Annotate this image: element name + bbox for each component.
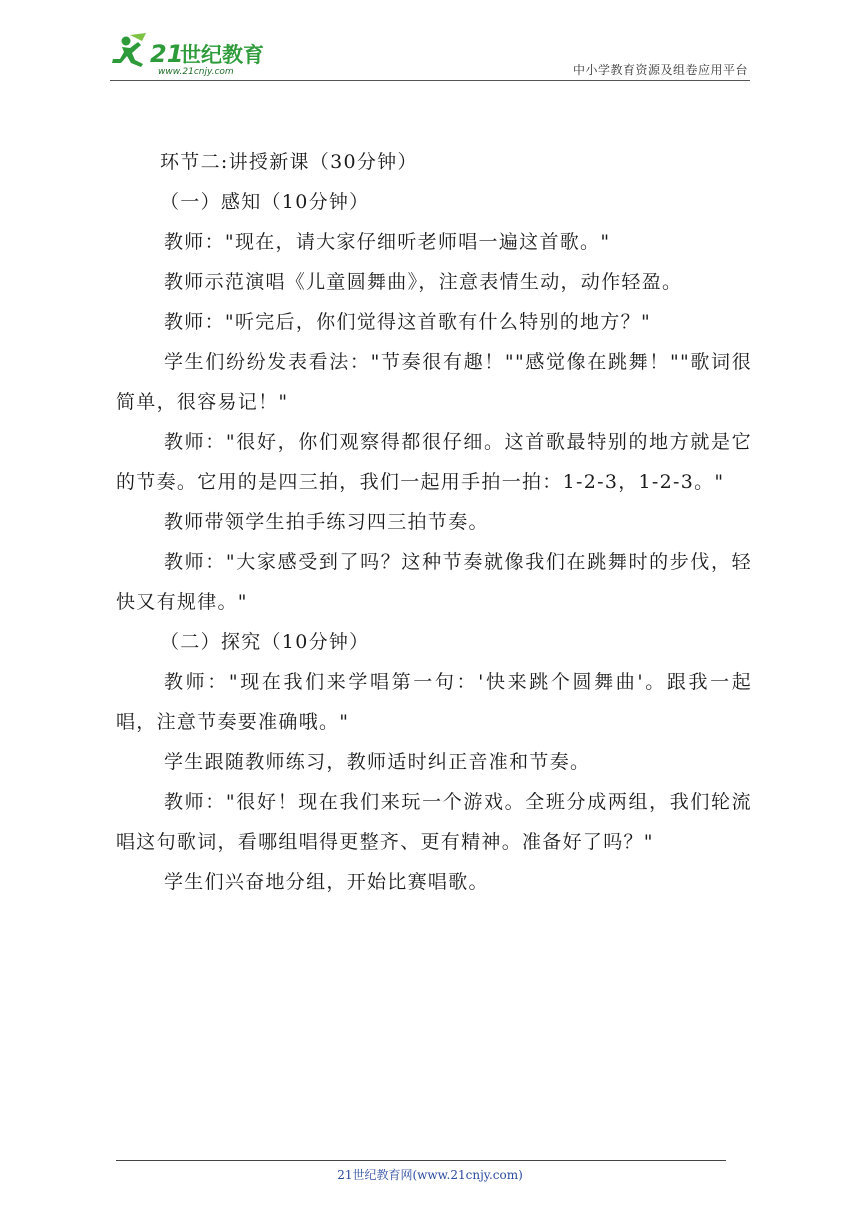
site-logo (108, 32, 278, 78)
section-heading: 环节二:讲授新课（30分钟） (160, 151, 418, 173)
paragraph: 教师："很好！现在我们来玩一个游戏。全班分成两组，我们轮流唱这句歌词，看哪组唱得更整齐、更有精神。准备好了吗？" (116, 791, 752, 853)
svg-text:世纪教育: 世纪教育 (180, 43, 264, 67)
footer-link[interactable]: 21世纪教育网(www.21cnjy.com) (337, 1168, 523, 1182)
header-platform-text: 中小学教育资源及组卷应用平台 (572, 63, 748, 77)
document-body (116, 142, 752, 902)
runner-logo-icon (108, 32, 278, 78)
paragraph: 教师："很好，你们观察得都很仔细。这首歌最特别的地方就是它的节奏。它用的是四三拍，我们一起用手拍一拍：1-2-3，1-2-3。" (116, 431, 752, 493)
paragraph: 教师："现在，请大家仔细听老师唱一遍这首歌。" (164, 231, 611, 253)
paragraph: 教师："现在我们来学唱第一句：'快来跳个圆舞曲'。跟我一起唱，注意节奏要准确哦。" (116, 671, 752, 733)
paragraph: 教师示范演唱《儿童圆舞曲》，注意表情生动，动作轻盈。 (164, 271, 683, 293)
paragraph: 学生们兴奋地分组，开始比赛唱歌。 (164, 871, 489, 893)
header-divider (110, 80, 750, 81)
paragraph: 教师："大家感受到了吗？这种节奏就像我们在跳舞时的步伐，轻快又有规律。" (116, 551, 752, 613)
paragraph: 教师："听完后，你们觉得这首歌有什么特别的地方？" (164, 311, 651, 333)
paragraph: 学生跟随教师练习，教师适时纠正音准和节奏。 (164, 751, 591, 773)
subsection-heading: （二）探究（10分钟） (160, 631, 370, 653)
svg-text:21: 21 (150, 40, 184, 68)
page-header (0, 0, 860, 90)
paragraph: 教师带领学生拍手练习四三拍节奏。 (164, 511, 489, 533)
footer-divider (116, 1160, 726, 1161)
svg-text:www.21cnjy.com: www.21cnjy.com (158, 67, 234, 77)
paragraph: 学生们纷纷发表看法："节奏很有趣！""感觉像在跳舞！""歌词很简单，很容易记！" (116, 351, 752, 413)
subsection-heading: （一）感知（10分钟） (160, 191, 370, 213)
